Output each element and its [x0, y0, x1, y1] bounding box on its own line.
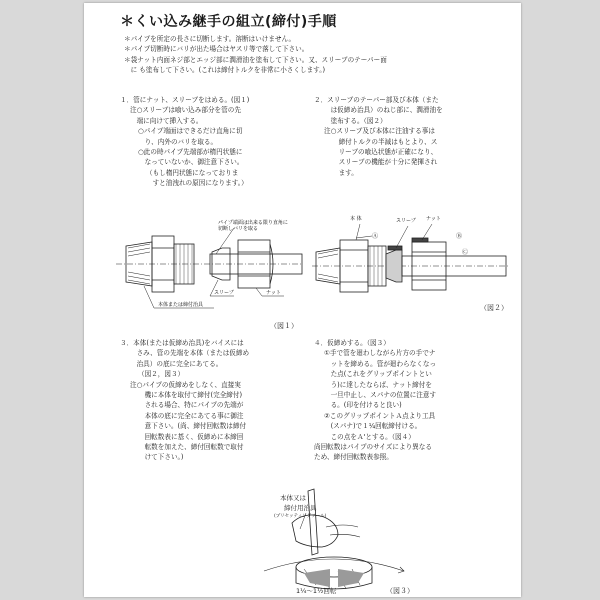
fig2-marker-b: Ⓑ [456, 233, 463, 240]
step-2-heading: ２．スリーブのテーパー部及び本体（また [314, 96, 439, 104]
figure-2-drawing [310, 208, 510, 333]
step-3-line: 治具）の底に完全にあてる。 [130, 359, 223, 368]
step-4-line: ットを締める。管が廻わらなくなっ [324, 359, 437, 368]
figure-3-caption: （図３） [386, 587, 414, 595]
step-1-text [120, 95, 249, 189]
step-2-line: 注○スリーブ及び本体に注油する事は [324, 127, 435, 136]
fig1-label-body: 本体または締付治具 [158, 302, 204, 308]
step-3-line: 機に本体を取付て締付(完全締付) [138, 391, 243, 400]
intro-line: に も塗布して下さい。(これは締付トルクを非常に小さくします。) [124, 66, 326, 75]
step-4-line: 尚回転数はパイプのサイズにより異なる [314, 443, 432, 452]
step-4-line: ①手で管を廻わしながら片方の手でナ [324, 349, 436, 358]
step-1-line: 端に向けて挿入する。 [130, 116, 203, 125]
step-1-line: ○此の時パイプ先端部が楕円状態に [138, 148, 243, 157]
step-4-line: (スパナ)で１¼回転締付ける。 [324, 422, 422, 431]
fig2-label-sleeve: スリーブ [396, 218, 416, 224]
fig2-label-body: 本 体 [350, 216, 362, 222]
step-3-line: される場合、特にパイプの先端が [138, 401, 244, 410]
step-1-line: なっていないか、御注意下さい。 [138, 158, 244, 167]
step-2-line: ます。 [332, 168, 358, 177]
step-1-heading: １．管にナット、スリーブをはめる。(図１) [120, 96, 250, 104]
step-3-line: 回転数表に基く、仮締めに本締回 [138, 432, 244, 441]
step-3-line: 転数を加えた、締付回転数で取付 [138, 443, 244, 452]
intro-line: ＊袋ナット内面ネジ部とエッジ部に潤滑油を塗布して下さい。又、スリーブのテーパー面 [124, 55, 387, 64]
step-4-line: ②このグリップポイントＡ点より工具 [324, 411, 436, 420]
figure-2-caption: （図２） [480, 304, 508, 312]
step-2-line: リーブの喰込状態が正確になり、 [332, 148, 438, 157]
fig1-label-nut: ナット [266, 290, 281, 296]
step-1-line: 注○スリーブは喰い込み部分を管の先 [130, 106, 241, 115]
step-3-line: けて下さい。) [138, 453, 184, 462]
step-4-line: う)に達したならば、ナット締付を [324, 380, 432, 389]
fig2-marker-a: Ⓐ [372, 233, 379, 240]
step-2-line: 塗布する。（図２） [324, 116, 387, 125]
document-page [84, 3, 521, 597]
step-1-line: ○パイプ端面はできるだけ直角に切 [138, 127, 243, 136]
step-4-line: ため、締付回転数表参照。 [314, 453, 393, 462]
fig1-label-burr: パイプ端面は出来る限り直角に [218, 220, 288, 226]
intro-notes [124, 34, 494, 76]
figure-3-drawing [234, 483, 434, 595]
fig1-label-sleeve: スリーブ [214, 290, 234, 296]
step-2-line: スリーブの機能が十分に発揮され [332, 158, 438, 167]
fig3-label-preset: (プリセッティングツール) [274, 514, 327, 519]
step-1-line: （もし楕円状態になっておりま [146, 168, 239, 177]
step-4-line: る。(印を付けると良い) [324, 401, 402, 410]
fig1-label-burr2: 切断しバリを取る [218, 226, 259, 232]
step-2-text [314, 95, 443, 178]
step-2-line: は仮締め治具）のねじ部に、潤滑油を [324, 106, 443, 115]
fig2-label-nut: ナット [426, 216, 441, 222]
step-3-line: 本体の底に完全にあてる事に御注 [138, 411, 244, 420]
intro-line: ＊パイプ切断時にバリが出た場合はヤスリ等で落して下さい。 [124, 45, 309, 54]
step-1-line: り、内外のバリを取る。 [138, 137, 218, 146]
step-3-line: （図２，図３） [138, 370, 185, 379]
step-1-line: すと油洩れの原因になります。） [146, 179, 248, 188]
step-3-heading: ３．本体(または仮締め治具)をバイスには [120, 339, 244, 347]
figure-1-caption: （図１） [270, 322, 298, 330]
step-4-line: この点をＡ'とする。（図４） [324, 432, 415, 441]
step-3-line: 意下さい。(尚、締付回転数は締付 [138, 422, 247, 431]
step-4-heading: ４．仮締めする。（図３） [314, 339, 390, 347]
step-3-line: さみ、管の先端を本体（または仮締め [130, 349, 250, 358]
step-4-line: 一旦中止し、スパナの位置に注意す [324, 391, 437, 400]
page-title: ＊くい込み継手の組立(締付)手順 [120, 14, 337, 30]
intro-line: ＊パイプを所定の長さに切断します。溶断はいけません。 [124, 35, 296, 43]
fig3-label-turns: 1¼～1½回転 [296, 587, 337, 595]
step-4-line: た点(これをグリップポイントとい [324, 370, 432, 379]
fig3-label-body2: 締付用治具 [284, 504, 317, 512]
step-3-line: 注○パイプの仮締めをしなく、直接実 [130, 380, 241, 389]
fig2-marker-c: Ⓒ [462, 249, 469, 256]
step-4-text [314, 338, 436, 463]
figure-1-drawing [114, 208, 304, 333]
fig3-label-body1: 本体又は [280, 494, 306, 502]
step-3-text [120, 338, 249, 463]
step-2-line: 締付トルクの半減はもとより、ス [332, 137, 438, 146]
